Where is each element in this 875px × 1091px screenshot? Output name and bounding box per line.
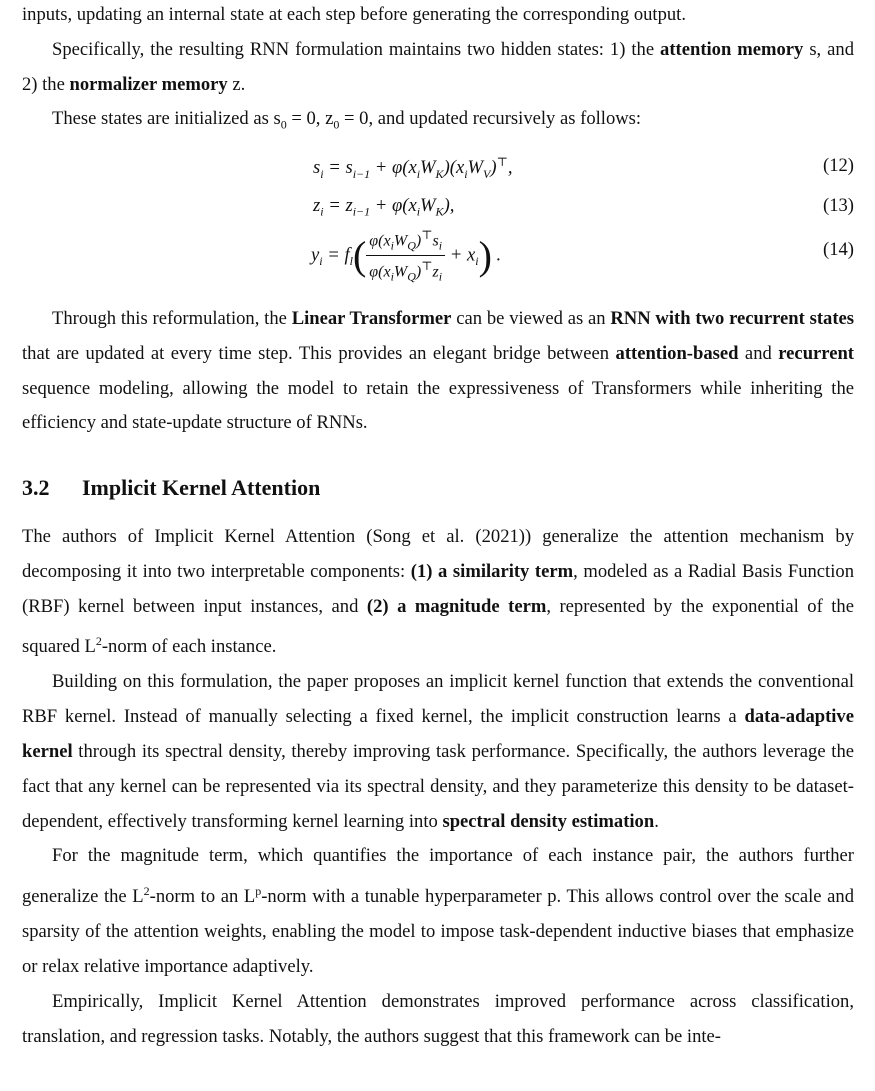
paper-page xyxy=(22,0,854,1054)
section-number: 3.2 xyxy=(22,475,50,501)
paragraph-ika-overview: The authors of Implicit Kernel Attention (Song et al. (2021)) generalize the attention mechanism by decomposing it into two interpretable components: (1) a similarity term, modeled as a Radial Basis Function (RBF) kernel between input instances, and (2) a magnitude term, represented by the exponential of the squared $L^2$-norm of each instance. xyxy=(22,526,854,658)
equation-number-12: (12) xyxy=(823,154,854,176)
paragraph-magnitude-term: For the magnitude term, which quantifies the importance of each instance pair, the authors further generalize the $L^2$-norm to an $L^p$-norm with a tunable hyperparameter p. This allows control over the scale and sparsity of the attention weights, enabling the model to impose task-dependent inductive biases that emphasize or relax relative importance adaptively. xyxy=(22,845,854,978)
section-title: Implicit Kernel Attention xyxy=(82,475,321,501)
paragraph-initialization: These states are initialized as $s_0 = 0$, $z_0 = 0$, and updated recursively as follows: xyxy=(52,108,642,133)
equation-number-13: (13) xyxy=(823,194,854,216)
equation-block: $s_i = s_{i-1} + \varphi(x_iW_K)(x_iW_V)^⊤$, (12) $z_i = z_{i-1} + \varphi(x_iW_K)$, (13) $y_i = f_l$( $\frac{\varphi(x_iW_Q)^⊤s_i}{\varphi(x_iW_Q)^⊤z_i}$ + $x_i$) . (14) xyxy=(311,154,854,284)
paragraph-implicit-kernel: Building on this formulation, the paper proposes an implicit kernel function that extends the conventional RBF kernel. Instead of manually selecting a fixed kernel, the implicit construction learns a data-adaptive kernel through its spectral density, thereby improving task performance. Specifically, the authors leverage the fact that any kernel can be represented via its spectral density, and they parameterize this density to be dataset-dependent, effectively transforming kernel learning into spectral density estimation. xyxy=(22,671,854,832)
equation-number-14: (14) xyxy=(823,238,854,260)
paragraph-linear-transformer-rnn: Through this reformulation, the Linear Transformer can be viewed as an RNN with two recurrent states that are updated at every time step. This provides an elegant bridge between attention-based and recurrent sequence modeling, allowing the model to retain the expressiveness of Transformers while inheriting the efficiency and state-update structure of RNNs. xyxy=(22,307,855,434)
section-heading xyxy=(22,475,854,501)
paragraph-empirical-results: Empirically, Implicit Kernel Attention demonstrates improved performance across classification, translation, and regression tasks. Notably, the authors suggest that this framework can be inte- xyxy=(22,990,854,1047)
paragraph-continuation: inputs, updating an internal state at each step before generating the corresponding output. xyxy=(22,4,687,25)
paragraph-hidden-states: Specifically, the resulting RNN formulation maintains two hidden states: 1) the attention memory s, and 2) the normalizer memory z. xyxy=(22,38,854,95)
